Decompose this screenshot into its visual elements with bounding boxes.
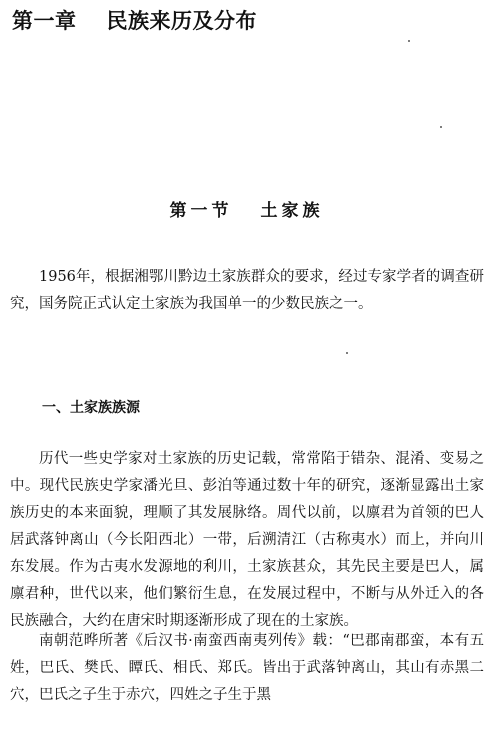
scan-speck xyxy=(408,40,410,42)
chapter-name: 民族来历及分布 xyxy=(106,9,257,33)
origin-paragraph-1: 历代一些史学家对土家族的历史记载，常常陷于错杂、混淆、变易之中。现代民族史学家潘光旦、彭泊等通过数十年的研究，逐渐显露出土家族历史的本来面貌，理顺了其发展脉络。周代以前，以廪君为首领的巴人居武落钟离山（今长阳西北）一带，后溯清江（古称夷水）而上，并向川东发展。作为古夷水发源地的利川，土家族甚众，其先民主要是巴人，属廪君种，世代以来，他们繁衍生息，在发展过程中，不断与从外迁入的各民族融合，大约在唐宋时期逐渐形成了现在的土家族。 xyxy=(10,451,484,629)
chapter-title xyxy=(12,8,257,34)
scan-speck xyxy=(346,352,348,354)
section-number: 第一节 xyxy=(169,201,233,221)
section-name: 土家族 xyxy=(260,201,324,221)
chapter-number: 第一章 xyxy=(12,9,77,33)
origin-paragraph-2: 南朝范晔所著《后汉书·南蛮西南夷列传》载：“巴郡南郡蛮，本有五姓，巴氏、樊氏、瞫氏、相氏、郑氏。皆出于武落钟离山，其山有赤黑二穴，巴氏之子生于赤穴，四姓之子生于黑 xyxy=(10,633,484,703)
subheading: 一、土家族族源 xyxy=(42,400,140,416)
scan-speck xyxy=(440,126,442,128)
intro-paragraph: 1956年，根据湘鄂川黔边土家族群众的要求，经过专家学者的调查研究，国务院正式认定土家族为我国单一的少数民族之一。 xyxy=(10,269,484,312)
section-title xyxy=(0,200,493,222)
